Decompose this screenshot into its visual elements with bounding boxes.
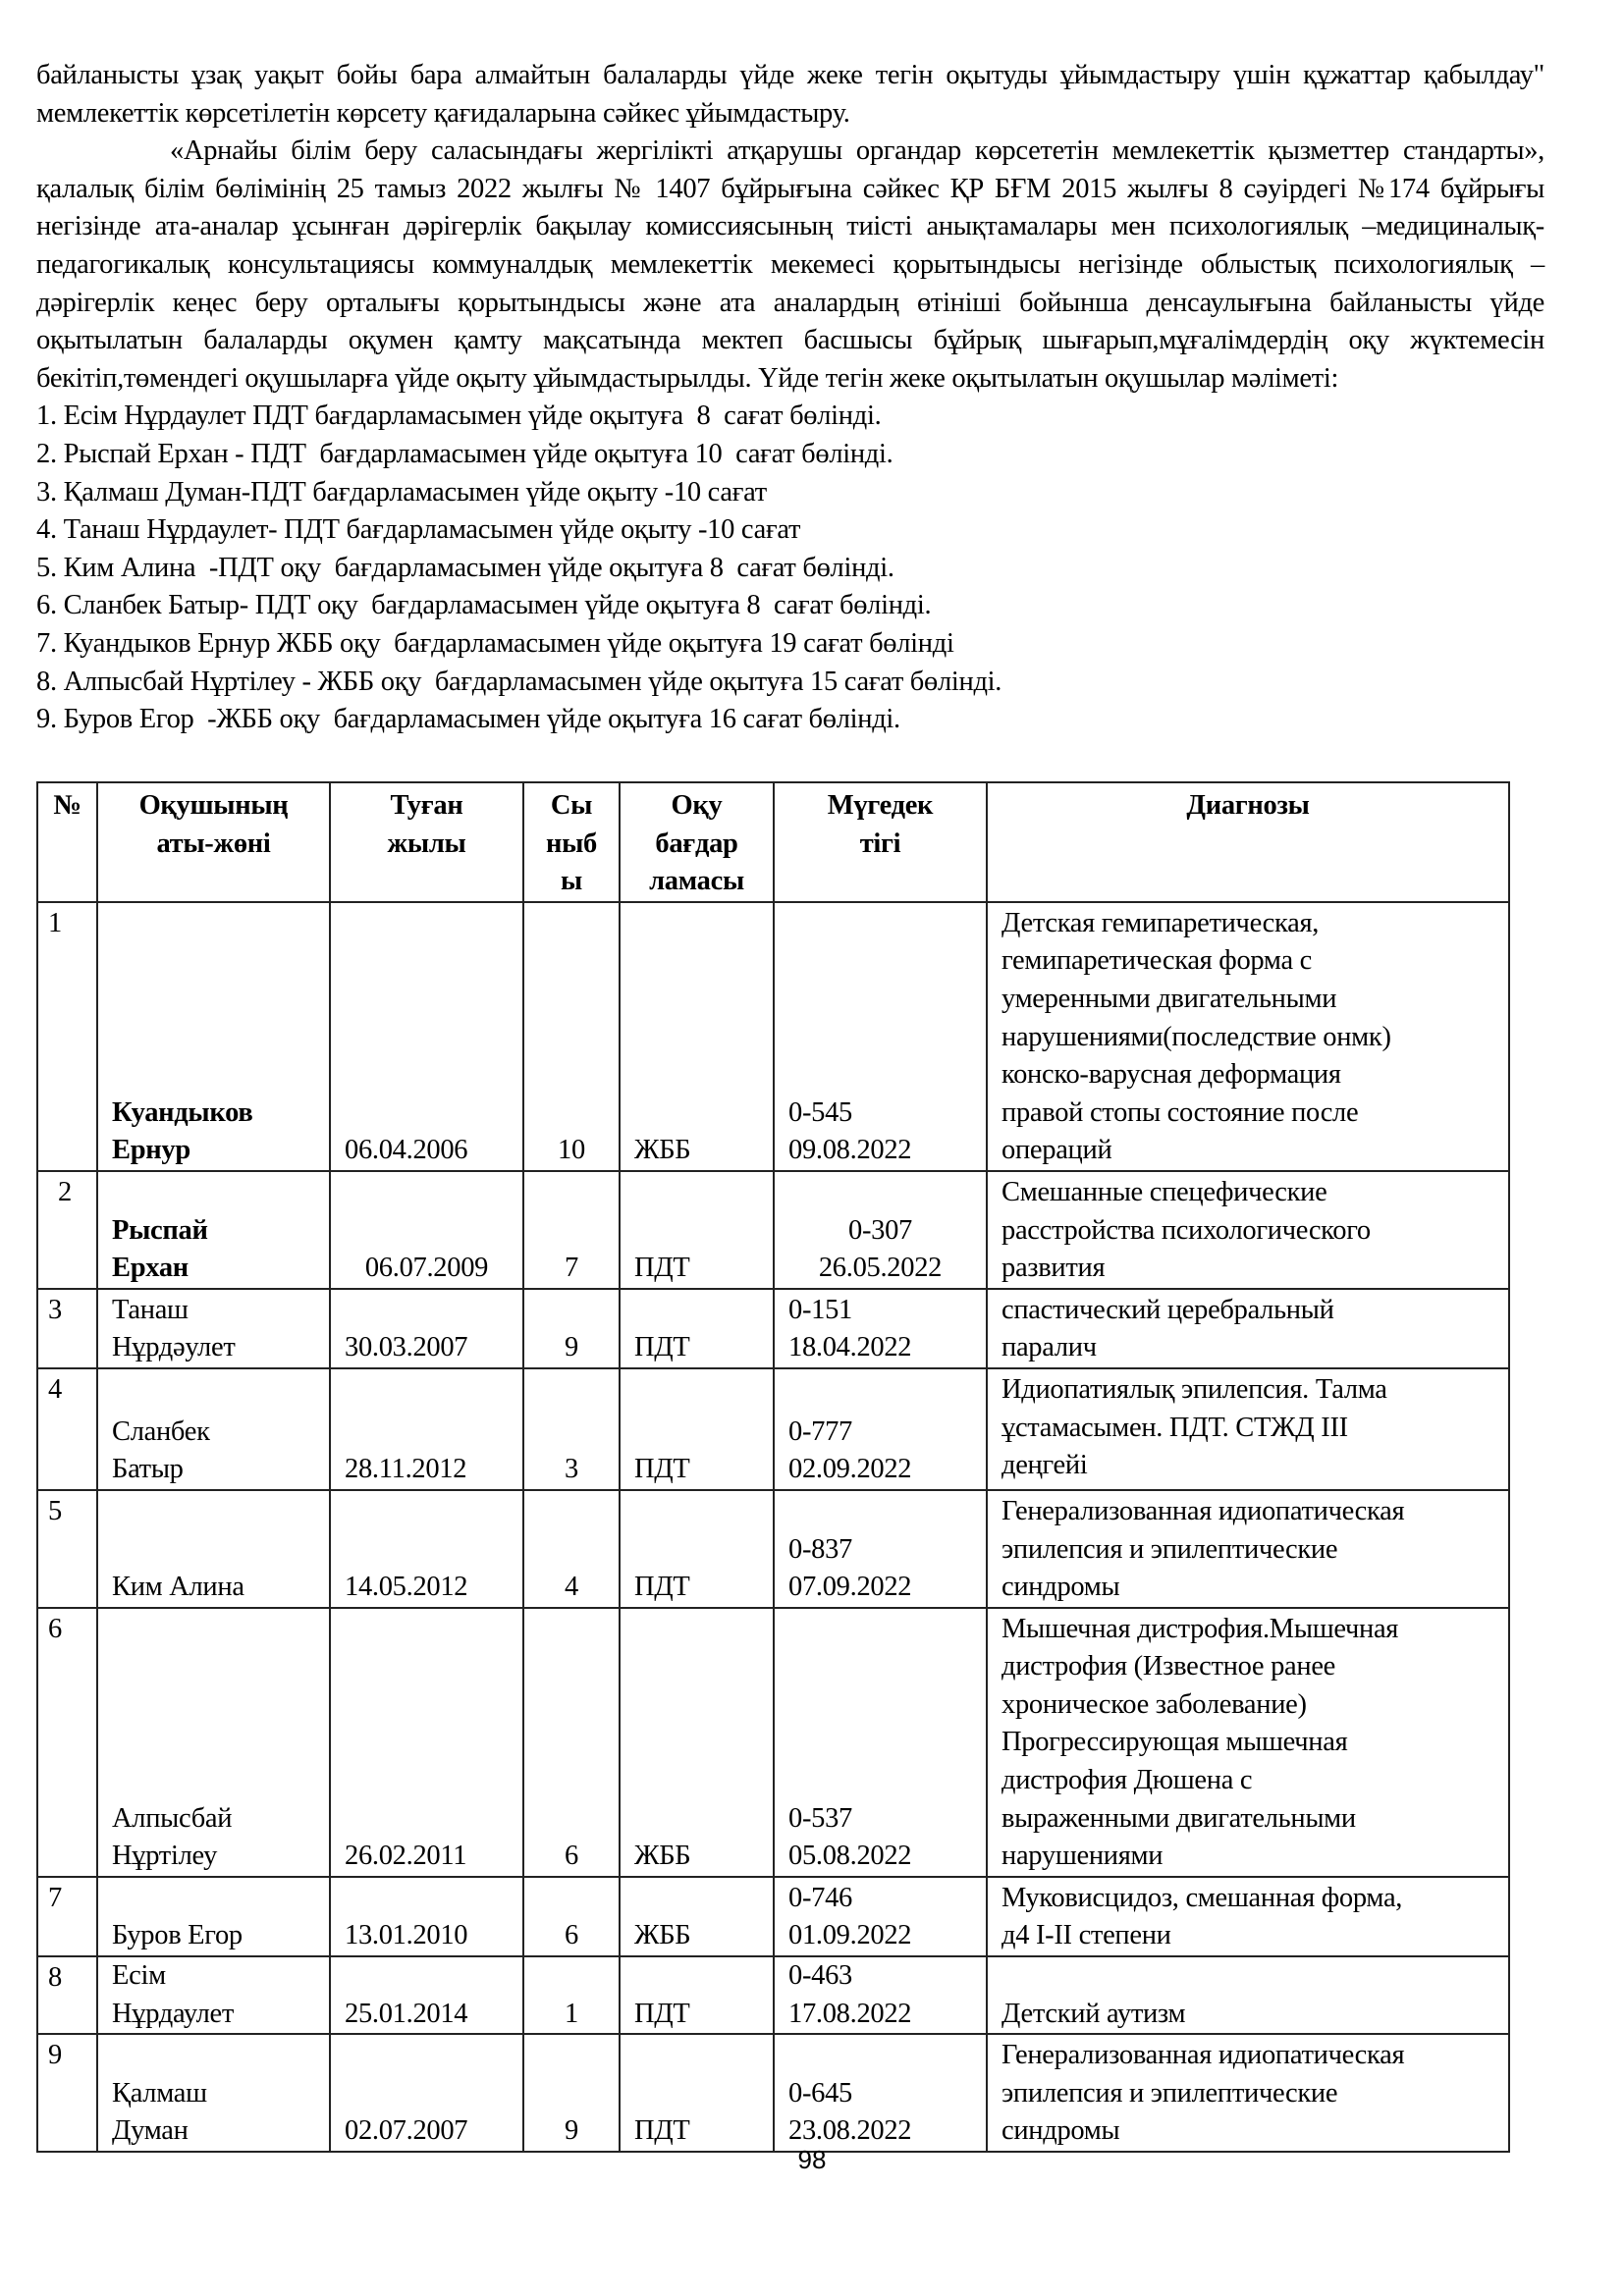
cell-program: ПДТ	[620, 2034, 774, 2152]
cell-diagnosis: Муковисцидоз, смешанная форма, д4 I-II степени	[987, 1877, 1509, 1956]
cell-birth: 30.03.2007	[330, 1289, 523, 1368]
cell-name: Қалмаш Думан	[97, 2034, 330, 2152]
cell-disability: 0-645 23.08.2022	[774, 2034, 987, 2152]
table-row	[37, 1956, 1509, 2034]
cell-grade: 7	[523, 1171, 620, 1289]
cell-grade: 6	[523, 1608, 620, 1877]
table-row	[37, 2034, 1509, 2152]
cell-birth: 25.01.2014	[330, 1956, 523, 2034]
cell-birth: 28.11.2012	[330, 1368, 523, 1490]
table-row	[37, 902, 1509, 1171]
table-row	[37, 1608, 1509, 1877]
table-row	[37, 1289, 1509, 1368]
cell-grade: 1	[523, 1956, 620, 2034]
cell-birth: 13.01.2010	[330, 1877, 523, 1956]
header-birth: Туған жылы	[330, 782, 523, 902]
document-body	[36, 57, 1544, 739]
cell-birth: 06.04.2006	[330, 902, 523, 1171]
cell-num: 9	[37, 2034, 97, 2152]
cell-birth: 06.07.2009	[330, 1171, 523, 1289]
list-item: 4. Танаш Нұрдаулет- ПДТ бағдарламасымен үйде оқыту -10 сағат	[36, 514, 801, 546]
cell-name: Куандыков Ернур	[97, 902, 330, 1171]
cell-program: ПДТ	[620, 1490, 774, 1608]
cell-num: 7	[37, 1877, 97, 1956]
list-item: 2. Рыспай Ерхан - ПДТ бағдарламасымен үйде оқытуға 10 сағат бөлінді.	[36, 438, 893, 469]
cell-disability: 0-746 01.09.2022	[774, 1877, 987, 1956]
header-diagnosis: Диагнозы	[987, 782, 1509, 902]
header-disability: Мүгедек тігі	[774, 782, 987, 902]
paragraph-intro: байланысты ұзақ уақыт бойы бара алмайтын балаларды үйде жеке тегін оқытуды ұйымдастыру үшін құжаттар қабылдау" мемлекеттік көрсетілетін көрсету қағидаларына сәйкес ұйымдастыру.	[36, 60, 1544, 129]
cell-num: 1	[37, 902, 97, 1171]
header-num: №	[37, 782, 97, 902]
cell-grade: 3	[523, 1368, 620, 1490]
list-item: 9. Буров Егор -ЖББ оқу бағдарламасымен үйде оқытуға 16 сағат бөлінді.	[36, 704, 900, 735]
cell-name: Есім Нұрдаулет	[97, 1956, 330, 2034]
cell-disability: 0-545 09.08.2022	[774, 902, 987, 1171]
cell-disability: 0-463 17.08.2022	[774, 1956, 987, 2034]
table-row	[37, 1490, 1509, 1608]
table-row	[37, 1368, 1509, 1490]
list-item: 3. Қалмаш Думан-ПДТ бағдарламасымен үйде оқыту -10 сағат	[36, 476, 767, 507]
cell-birth: 14.05.2012	[330, 1490, 523, 1608]
table-header-row	[37, 782, 1509, 902]
list-item: 1. Есім Нұрдаулет ПДТ бағдарламасымен үйде оқытуға 8 сағат бөлінді.	[36, 400, 882, 432]
cell-num: 4	[37, 1368, 97, 1490]
cell-disability: 0-151 18.04.2022	[774, 1289, 987, 1368]
cell-disability: 0-777 02.09.2022	[774, 1368, 987, 1490]
student-hours-list	[36, 398, 1544, 738]
cell-name: Ким Алина	[97, 1490, 330, 1608]
cell-program: ПДТ	[620, 1956, 774, 2034]
cell-grade: 9	[523, 1289, 620, 1368]
cell-disability: 0-307 26.05.2022	[774, 1171, 987, 1289]
cell-name: Буров Егор	[97, 1877, 330, 1956]
cell-grade: 9	[523, 2034, 620, 2152]
header-grade: Сы ныб ы	[523, 782, 620, 902]
cell-birth: 02.07.2007	[330, 2034, 523, 2152]
cell-num: 8	[37, 1956, 97, 2034]
cell-birth: 26.02.2011	[330, 1608, 523, 1877]
cell-name: Рыспай Ерхан	[97, 1171, 330, 1289]
cell-program: ЖББ	[620, 1608, 774, 1877]
cell-num: 6	[37, 1608, 97, 1877]
cell-diagnosis: Детская гемипаретическая, гемипаретическая форма с умеренными двигательными нарушениями(последствие онмк) конско-варусная деформация правой стопы состояние после операций	[987, 902, 1509, 1171]
cell-grade: 6	[523, 1877, 620, 1956]
cell-program: ПДТ	[620, 1289, 774, 1368]
cell-diagnosis: спастический церебральный паралич	[987, 1289, 1509, 1368]
cell-num: 3	[37, 1289, 97, 1368]
cell-num: 2	[37, 1171, 97, 1289]
cell-grade: 10	[523, 902, 620, 1171]
cell-program: ЖББ	[620, 1877, 774, 1956]
students-table	[36, 781, 1510, 2153]
list-item: 8. Алпысбай Нұртілеу - ЖББ оқу бағдарламасымен үйде оқытуға 15 сағат бөлінді.	[36, 666, 1002, 697]
list-item: 6. Сланбек Батыр- ПДТ оқу бағдарламасымен үйде оқытуға 8 сағат бөлінді.	[36, 590, 932, 621]
cell-diagnosis: Идиопатиялық эпилепсия. Талма ұстамасымен. ПДТ. СТЖД III деңгейі	[987, 1368, 1509, 1490]
cell-diagnosis: Мышечная дистрофия.Мышечная дистрофия (Известное ранее хроническое заболевание) Прогрессирующая мышечная дистрофия Дюшена с выраженными двигательными нарушениями	[987, 1608, 1509, 1877]
table-row	[37, 1171, 1509, 1289]
cell-name: Танаш Нұрдәулет	[97, 1289, 330, 1368]
list-item: 7. Куандыков Ернур ЖББ оқу бағдарламасымен үйде оқытуға 19 сағат бөлінді	[36, 627, 954, 659]
cell-disability: 0-837 07.09.2022	[774, 1490, 987, 1608]
cell-diagnosis: Генерализованная идиопатическая эпилепсия и эпилептические синдромы	[987, 1490, 1509, 1608]
cell-name: Сланбек Батыр	[97, 1368, 330, 1490]
header-program: Оқу бағдар ламасы	[620, 782, 774, 902]
cell-program: ЖББ	[620, 902, 774, 1171]
header-name: Оқушының аты-жөні	[97, 782, 330, 902]
cell-disability: 0-537 05.08.2022	[774, 1608, 987, 1877]
cell-diagnosis: Смешанные спецефические расстройства психологического развития	[987, 1171, 1509, 1289]
table-row	[37, 1877, 1509, 1956]
paragraph-main: «Арнайы білім беру саласындағы жергілікті атқарушы органдар көрсететін мемлекеттік қызметтер стандарты», қалалық білім бөлімінің 25 тамыз 2022 жылғы № 1407 бұйрығына сәйкес ҚР БҒМ 2015 жылғы 8 сәуірдегі №174 бұйрығы негізінде ата-аналар ұсынған дәрігерлік бақылау комиссиясының тиісті анықтамалары мен психологиялық –медициналық-педагогикалық консультациясы коммуналдық мемлекеттік мекемесі қорытындысы негізінде облыстық психологиялық –дәрігерлік кеңес беру орталығы қорытындысы және ата аналардың өтініші бойынша денсаулығына байланысты үйде оқытылатын балаларды оқумен қамту мақсатында мектеп басшысы бұйрық шығарып,мұғалімдердің оқу жүктемесін бекітіп,төмендегі оқушыларға үйде оқыту ұйымдастырылды. Үйде тегін жеке оқытылатын оқушылар мәліметі:	[36, 135, 1544, 394]
cell-grade: 4	[523, 1490, 620, 1608]
page-number: 98	[797, 2145, 827, 2174]
cell-name: Алпысбай Нұртілеу	[97, 1608, 330, 1877]
cell-program: ПДТ	[620, 1368, 774, 1490]
cell-program: ПДТ	[620, 1171, 774, 1289]
cell-num: 5	[37, 1490, 97, 1608]
list-item: 5. Ким Алина -ПДТ оқу бағдарламасымен үйде оқытуға 8 сағат бөлінді.	[36, 552, 894, 583]
cell-diagnosis: Генерализованная идиопатическая эпилепсия и эпилептические синдромы	[987, 2034, 1509, 2152]
cell-diagnosis: Детский аутизм	[987, 1956, 1509, 2034]
